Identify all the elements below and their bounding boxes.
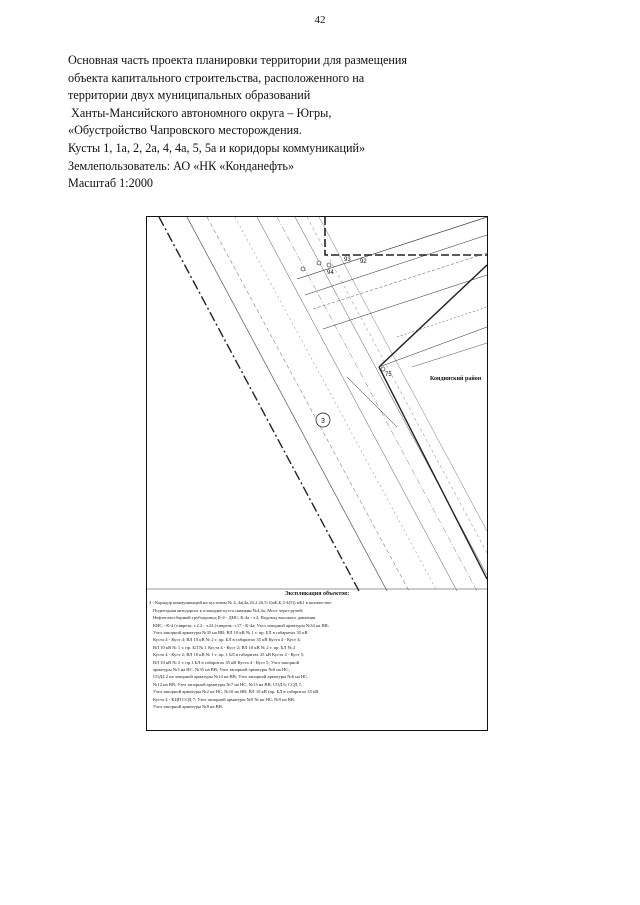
legend <box>147 591 487 711</box>
header-line: «Обустройство Чапровского месторождения. <box>68 123 302 138</box>
legend-line: Узел запорной арматуры №35 на ВВ; ВЛ 10 кВ № 1 т. пр. БЛ в габаритах 35 кВ <box>153 630 308 636</box>
legend-line: 3 - Коридор коммуникаций на кустовом № 4, 4а(4а,2б,2.2б,5-1(мБ,Б,5-4(5)) мБ1 в количестве: <box>149 600 332 606</box>
header-line: Основная часть проекта планировки территории для размещения <box>68 53 408 67</box>
point-label: 93 <box>344 257 351 263</box>
header-line: объекта капитального строительства, расположенного на <box>68 70 365 85</box>
point-label: 75 <box>385 372 392 378</box>
header-line: территории двух муниципальных образований <box>68 88 311 103</box>
legend-line: Куста 4 - КЦП СОД 7; Узел запорной арматуры №9 № на НС, №9 на ВВ; <box>153 696 296 702</box>
document-header <box>68 52 488 193</box>
object-marker-label: 3 <box>321 418 325 425</box>
header-line: Ханты-Мансийского автономного округа – Югры, <box>68 105 332 120</box>
site-plan-map <box>146 216 488 731</box>
legend-line: арматуры №3 на НС, №35 на ВВ; Узел запорной арматуры №6 на НС; <box>153 667 290 673</box>
legend-line: КНС - К-4 (т.вврезк. т.2.2 - т.24 (т.вврезк. т.17 - К-4а; Узел запорной арматуры №34 на ВВ; <box>153 622 330 628</box>
header-line: Землепользователь: АО «НК «Конданефть» <box>68 158 295 173</box>
legend-title: Экспликация объектов: <box>284 591 350 597</box>
point-label: 94 <box>327 270 334 276</box>
legend-line: ВЛ 10 кВ № 2 т. пр.1 БЛ в габаритах 35 кВ Куста 4 - Куст 5; Узел запорной <box>153 659 300 665</box>
legend-line: ВЛ 10 кВ № 1 т. пр. БЛ № 1 Куста 4 - Куст 2; ВЛ 10 кВ № 2 т. пр. БЛ № 2 <box>153 644 296 650</box>
legend-line: №12 на ВВ; Узел запорной арматуры №7 на НС, №13 на ВВ; СОД 6; СОД 7; <box>153 681 303 687</box>
legend-line: Узел запорной арматуры №8 на ВВ. <box>153 704 223 710</box>
legend-line: Узел запорной арматуры №2 на НС, №10 на ВВ; ВЛ 10 кВ (пр. БЛ в габаритах 35 кВ <box>153 689 319 695</box>
legend-line: СОД4.2 на запорной арматуры №14 на ВВ; Узел запорной арматуры №6 на НС, <box>153 674 309 680</box>
legend-line: Подъездная автодорога к площадке куста скважин №4,4а; Мост через ручей; <box>153 607 304 613</box>
header-line: Кусты 1, 1а, 2, 2а, 4, 4а, 5, 5а и коридоры коммуникаций» <box>68 140 366 155</box>
legend-line: Куста 4 - Куст 2; ВЛ 10 кВ № 1 т. пр. 1 БЛ в габаритах 35 кВ Куста 4 - Куст 5; <box>153 652 305 658</box>
header-line: Масштаб 1:2000 <box>68 176 154 191</box>
legend-line: Нефтегазосборный трубопровод К-4 - ДНС; К-4а - т.2; Водовод высокого давления <box>153 615 316 621</box>
page-number: 42 <box>314 14 326 26</box>
district-label: Кондинский район <box>430 376 482 382</box>
legend-line: Куста 4 - Куст 4; ВЛ 10 кВ № 2 т. пр. БЛ в габаритах 35 кВ Куста 4 - Куст 4; <box>153 637 301 643</box>
point-label: 92 <box>360 259 367 265</box>
